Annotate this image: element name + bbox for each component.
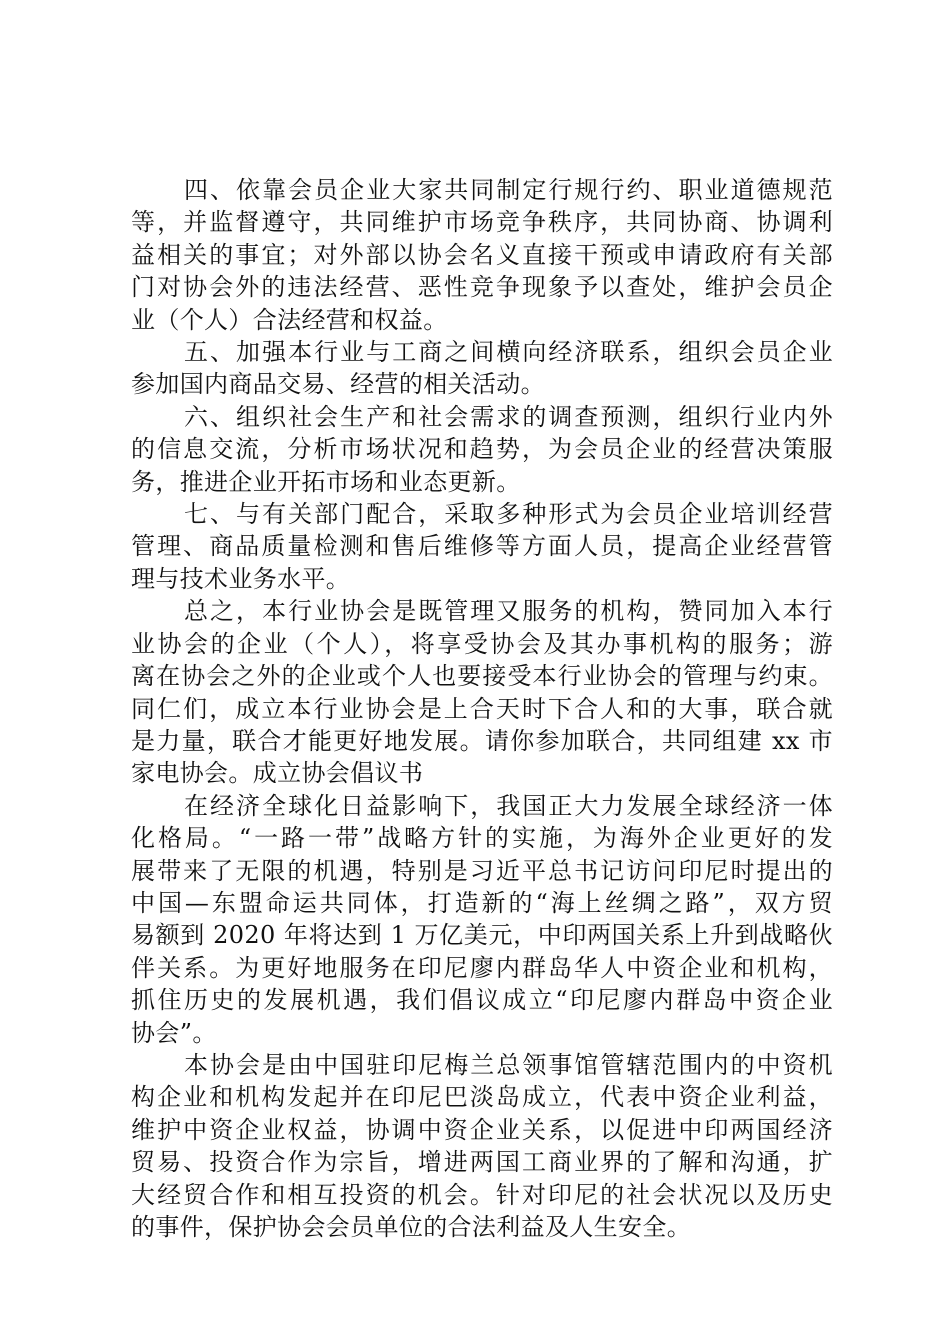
text-line: 贸易、投资合作为宗旨，增进两国工商业界的了解和沟通，扩 — [131, 1148, 833, 1177]
paragraph-proposal-intro — [131, 790, 833, 1049]
text-line: 四、依靠会员企业大家共同制定行规行约、职业道德规范 — [184, 176, 833, 204]
text-line: 总之，本行业协会是既管理又服务的机构，赞同加入本行 — [184, 597, 833, 626]
paragraph-item-6 — [131, 401, 833, 498]
text-line: 本协会是由中国驻印尼梅兰总领事馆管辖范围内的中资机 — [184, 1050, 833, 1079]
document-page — [131, 174, 833, 1243]
text-line: 伴关系。为更好地服务在印尼廖内群岛华人中资企业和机构， — [131, 953, 833, 982]
text-line: 家电协会。成立协会倡议书 — [131, 759, 424, 788]
paragraph-association-purpose — [131, 1049, 833, 1243]
text-line: 务，推进企业开拓市场和业态更新。 — [131, 467, 521, 496]
text-line: 理与技术业务水平。 — [131, 564, 351, 593]
text-line: 七、与有关部门配合，采取多种形式为会员企业培训经营 — [184, 500, 833, 529]
text-line: 管理、商品质量检测和售后维修等方面人员，提高企业经营管 — [131, 532, 833, 561]
text-line: 同仁们，成立本行业协会是上合天时下合人和的大事，联合就 — [131, 694, 833, 723]
paragraph-item-4 — [131, 174, 833, 336]
text-line: 等，并监督遵守，共同维护市场竞争秩序，共同协商、协调利 — [131, 208, 833, 237]
text-line: 的信息交流，分析市场状况和趋势，为会员企业的经营决策服 — [131, 435, 833, 464]
text-line: 易额到 2020 年将达到 1 万亿美元，中印两国关系上升到战略伙 — [131, 921, 833, 950]
text-line: 是力量，联合才能更好地发展。请你参加联合，共同组建 xx 市 — [131, 726, 833, 755]
paragraph-summary — [131, 595, 833, 789]
text-line: 大经贸合作和相互投资的机会。针对印尼的社会状况以及历史 — [131, 1180, 833, 1209]
text-line: 门对协会外的违法经营、恶性竞争现象予以查处，维护会员企 — [131, 273, 833, 302]
text-line: 业协会的企业（个人），将享受协会及其办事机构的服务；游 — [131, 629, 833, 658]
text-line: 益相关的事宜；对外部以协会名义直接干预或申请政府有关部 — [131, 240, 833, 269]
text-line: 六、组织社会生产和社会需求的调查预测，组织行业内外 — [184, 402, 833, 431]
text-line: 维护中资企业权益，协调中资企业关系，以促进中印两国经济 — [131, 1115, 833, 1144]
text-line: 业（个人）合法经营和权益。 — [131, 305, 448, 334]
text-line: 展带来了无限的机遇，特别是习近平总书记访问印尼时提出的 — [131, 856, 833, 885]
text-line: 中国—东盟命运共同体，打造新的“海上丝绸之路”，双方贸 — [131, 888, 833, 917]
paragraph-item-7 — [131, 498, 833, 595]
text-line: 协会”。 — [131, 1018, 217, 1047]
text-line: 的事件，保护协会会员单位的合法利益及人生安全。 — [131, 1213, 692, 1241]
text-line: 离在协会之外的企业或个人也要接受本行业协会的管理与约束。 — [131, 662, 833, 691]
paragraph-item-5 — [131, 336, 833, 401]
text-line: 在经济全球化日益影响下，我国正大力发展全球经济一体 — [184, 791, 833, 820]
text-line: 化格局。“一路一带”战略方针的实施，为海外企业更好的发 — [131, 824, 833, 853]
text-line: 构企业和机构发起并在印尼巴淡岛成立，代表中资企业利益， — [131, 1083, 833, 1112]
text-line: 参加国内商品交易、经营的相关活动。 — [131, 370, 545, 399]
text-line: 抓住历史的发展机遇，我们倡议成立“印尼廖内群岛中资企业 — [131, 986, 833, 1015]
text-line: 五、加强本行业与工商之间横向经济联系，组织会员企业 — [184, 338, 833, 367]
